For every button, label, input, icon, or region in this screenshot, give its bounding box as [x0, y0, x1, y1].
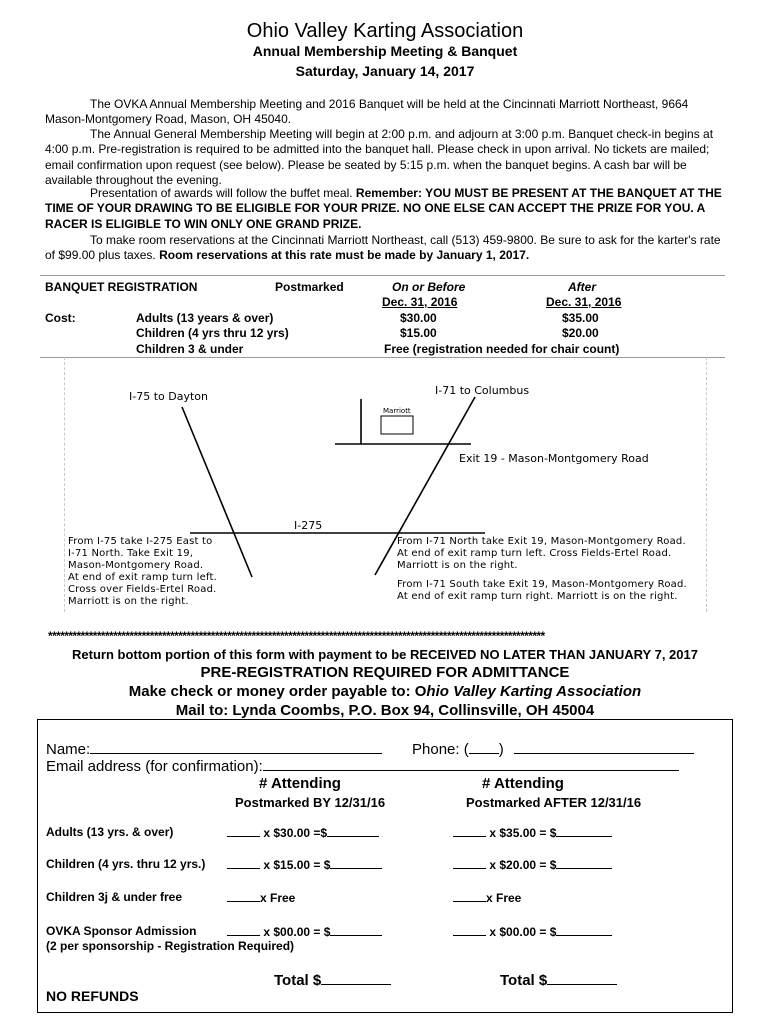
- directions-from-i71-north: [397, 536, 686, 572]
- payable-to: [0, 683, 770, 700]
- form-adults-by: [227, 825, 379, 840]
- awards-text: Presentation of awards will follow the buffet meal.: [90, 186, 356, 200]
- phone-area-code-field[interactable]: [469, 740, 499, 754]
- sponsor-note: (2 per sponsorship - Registration Required): [46, 939, 295, 953]
- registration-form: [37, 719, 733, 1013]
- sponsor-after-price: x $00.00 = $: [489, 925, 557, 939]
- total-after-label: Total $: [500, 972, 548, 989]
- form-under3-after: [453, 890, 521, 905]
- directions-map: [64, 357, 707, 612]
- marriott-label: Marriott: [383, 407, 411, 415]
- exit19-label: Exit 19 - Mason-Montgomery Road: [459, 452, 649, 465]
- after-date: Dec. 31, 2016: [546, 295, 622, 309]
- attending-by-heading: # Attending: [259, 775, 341, 792]
- sponsor-after-count-field[interactable]: [453, 924, 486, 936]
- mail-to: Mail to: Lynda Coombs, P.O. Box 94, Collinsville, OH 45004: [175, 702, 595, 719]
- note-line: Cross over Fields-Ertel Road.: [68, 584, 217, 595]
- rooms-text: To make room reservations at the Cincinnati Marriott Northeast, call (513) 459-9800. Be sure to ask for the karter's rate of $99.00 plus taxes.: [45, 233, 721, 263]
- form-sponsor-label: OVKA Sponsor Admission: [46, 924, 197, 938]
- sponsor-after-total-field[interactable]: [556, 924, 612, 936]
- under3-note: Free (registration needed for chair count): [384, 342, 620, 356]
- note-line: Marriott is on the right.: [397, 560, 518, 571]
- email-label: Email address (for confirmation):: [46, 758, 263, 775]
- phone-row: [412, 740, 694, 758]
- adults-after-count-field[interactable]: [453, 825, 486, 837]
- marriott-building: [381, 416, 413, 434]
- paragraph-venue: [45, 97, 725, 128]
- adults-after-price: $35.00: [562, 311, 599, 325]
- directions-from-i71-south: [397, 579, 687, 603]
- postmarked-by-heading: Postmarked BY 12/31/16: [235, 795, 386, 810]
- i275-label: I-275: [294, 519, 323, 532]
- note-line: I-71 North. Take Exit 19,: [68, 548, 194, 559]
- children-after-price: $20.00: [562, 326, 599, 340]
- form-adults-after: [453, 825, 612, 840]
- total-after-field[interactable]: [547, 971, 617, 985]
- phone-label: Phone: (: [412, 741, 469, 758]
- children-after-count-field[interactable]: [453, 857, 486, 869]
- name-label: Name:: [46, 741, 91, 758]
- total-by: [274, 971, 391, 989]
- form-children-label: Children (4 yrs. thru 12 yrs.): [46, 857, 206, 871]
- children-before-price: $15.00: [400, 326, 437, 340]
- paragraph-awards: [45, 186, 725, 232]
- awards-warning: Remember: YOU MUST BE PRESENT AT THE BANQUET AT THE TIME OF YOUR DRAWING TO BE ELIGIBLE FOR YOUR PRIZE. NO ONE ELSE CAN ACCEPT THE PRIZE FOR YOU. A RACER IS ELIGIBLE TO WIN ONLY ONE GRAND PRIZE.: [45, 186, 722, 231]
- adults-after-total-field[interactable]: [556, 825, 612, 837]
- note-line: At end of exit ramp turn left.: [68, 572, 217, 583]
- directions-from-i75: [68, 536, 217, 608]
- payable-to-org: hio Valley Karting Association: [426, 683, 642, 700]
- adults-by-price: x $30.00 =$: [263, 826, 328, 840]
- children-by-price: x $15.00 = $: [263, 858, 331, 872]
- children-after-price: x $20.00 = $: [489, 858, 557, 872]
- name-row: [46, 740, 382, 758]
- under3-after-count-field[interactable]: [453, 890, 486, 902]
- adults-before-price: $30.00: [400, 311, 437, 325]
- sponsor-by-price: x $00.00 = $: [263, 925, 331, 939]
- under3-after-text: x Free: [486, 891, 522, 905]
- note-line: At end of exit ramp turn left. Cross Fields-Ertel Road.: [397, 548, 672, 559]
- under3-by-count-field[interactable]: [227, 890, 260, 902]
- form-children-after: [453, 857, 612, 872]
- note-line: From I-71 South take Exit 19, Mason-Montgomery Road.: [397, 579, 687, 590]
- children-by-total-field[interactable]: [330, 857, 382, 869]
- event-date: Saturday, January 14, 2017: [295, 63, 475, 79]
- form-children-by: [227, 857, 382, 872]
- postmarked-after-heading: Postmarked AFTER 12/31/16: [466, 795, 642, 810]
- under3-label: Children 3 & under: [136, 342, 244, 356]
- org-title: Ohio Valley Karting Association: [246, 20, 524, 42]
- registration-title: BANQUET REGISTRATION: [45, 280, 198, 294]
- note-line: Mason-Montgomery Road.: [68, 560, 204, 571]
- children-by-count-field[interactable]: [227, 857, 260, 869]
- total-after: [500, 971, 617, 989]
- note-line: From I-71 North take Exit 19, Mason-Montgomery Road.: [397, 536, 686, 547]
- before-date: Dec. 31, 2016: [382, 295, 458, 309]
- form-under3-by: [227, 890, 295, 905]
- cost-label: Cost:: [45, 311, 76, 325]
- before-heading: On or Before: [392, 280, 466, 294]
- i75-label: I-75 to Dayton: [129, 390, 208, 403]
- adults-by-total-field[interactable]: [327, 825, 379, 837]
- total-by-field[interactable]: [321, 971, 391, 985]
- section-divider: [40, 275, 725, 276]
- phone-number-field[interactable]: [514, 740, 694, 754]
- event-title: Annual Membership Meeting & Banquet: [252, 43, 518, 59]
- children-after-total-field[interactable]: [556, 857, 612, 869]
- note-line: Marriott is on the right.: [68, 596, 189, 607]
- email-row: [46, 757, 679, 775]
- total-by-label: Total $: [274, 972, 322, 989]
- venue-text: The OVKA Annual Membership Meeting and 2016 Banquet will be held at the Cincinnati Marriott Northeast, 9664 Mason-Montgomery Road, Mason, OH 45040.: [45, 97, 689, 127]
- name-field[interactable]: [90, 740, 382, 754]
- cut-line: **************************************************************************************************************************: [48, 629, 545, 643]
- rooms-deadline: Room reservations at this rate must be made by January 1, 2017.: [159, 248, 530, 263]
- sponsor-by-total-field[interactable]: [330, 924, 382, 936]
- paragraph-schedule: [45, 127, 725, 189]
- form-under3-label: Children 3j & under free: [46, 890, 183, 904]
- i71-label: I-71 to Columbus: [435, 384, 530, 397]
- return-deadline: Return bottom portion of this form with payment to be RECEIVED NO LATER THAN JANUARY 7, 2017: [72, 647, 698, 662]
- adults-label: Adults (13 years & over): [136, 311, 274, 325]
- sponsor-by-count-field[interactable]: [227, 924, 260, 936]
- email-field[interactable]: [263, 757, 679, 771]
- children-label: Children (4 yrs thru 12 yrs): [136, 326, 289, 340]
- form-sponsor-by: [227, 924, 382, 939]
- postmarked-label: Postmarked: [275, 280, 344, 294]
- note-line: From I-75 take I-275 East to: [68, 536, 213, 547]
- attending-after-heading: # Attending: [482, 775, 564, 792]
- phone-paren: ): [498, 741, 504, 758]
- adults-by-count-field[interactable]: [227, 825, 260, 837]
- form-adults-label: Adults (13 yrs. & over): [46, 825, 174, 839]
- payable-to-label: Make check or money order payable to: O: [128, 683, 427, 700]
- form-sponsor-after: [453, 924, 612, 939]
- preregistration-required: PRE-REGISTRATION REQUIRED FOR ADMITTANCE: [200, 664, 570, 681]
- adults-after-price: x $35.00 = $: [489, 826, 557, 840]
- under3-by-text: x Free: [260, 891, 296, 905]
- schedule-text: The Annual General Membership Meeting will begin at 2:00 p.m. and adjourn at 3:00 p.m. Banquet check-in begins at 4:00 p.m. Pre-registration is required to be admitted into the banquet hall. Please check in upon arrival. No tickets are mailed; email confirmation upon request (see below). Please be seated by 5:15 p.m. when the banquet begins. A cash bar will be available throughout the evening.: [45, 127, 714, 188]
- after-heading: After: [568, 280, 597, 294]
- paragraph-rooms: [45, 233, 725, 264]
- no-refunds: NO REFUNDS: [46, 988, 139, 1004]
- note-line: At end of exit ramp turn right. Marriott is on the right.: [397, 591, 678, 602]
